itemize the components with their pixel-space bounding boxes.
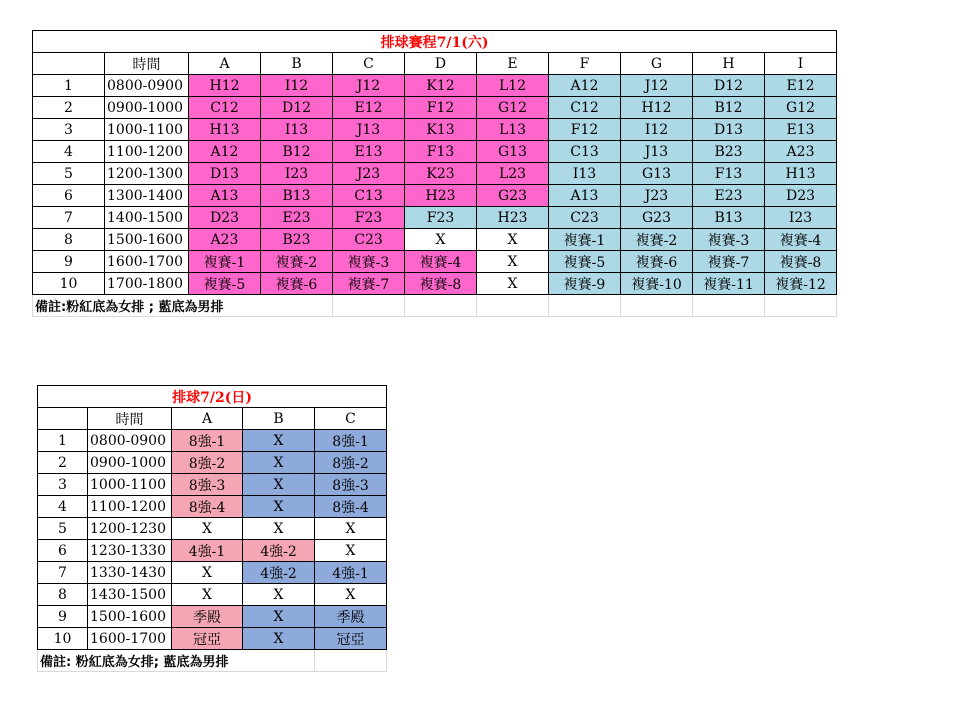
- match-cell[interactable]: C13: [549, 141, 621, 163]
- header-row: [38, 408, 387, 430]
- match-cell[interactable]: I23: [261, 163, 333, 185]
- table-row: [33, 163, 837, 185]
- match-cell[interactable]: X: [243, 496, 315, 518]
- header-cell[interactable]: F: [549, 53, 621, 75]
- match-cell[interactable]: I13: [261, 119, 333, 141]
- header-cell[interactable]: A: [189, 53, 261, 75]
- match-cell[interactable]: F23: [333, 207, 405, 229]
- row-number-cell[interactable]: 3: [33, 119, 105, 141]
- empty-cell[interactable]: [477, 295, 549, 317]
- time-cell[interactable]: 1200-1230: [88, 518, 172, 540]
- header-cell[interactable]: [33, 53, 105, 75]
- legend-note[interactable]: 備註:粉紅底為女排 ; 藍底為男排: [33, 295, 333, 317]
- header-row: [33, 53, 837, 75]
- match-cell[interactable]: I13: [549, 163, 621, 185]
- header-cell[interactable]: 時間: [105, 53, 189, 75]
- table-row: [33, 229, 837, 251]
- match-cell[interactable]: L13: [477, 119, 549, 141]
- match-cell[interactable]: 4強-1: [315, 562, 387, 584]
- match-cell[interactable]: X: [172, 562, 243, 584]
- match-cell[interactable]: D23: [189, 207, 261, 229]
- table-row: [38, 452, 387, 474]
- table-row: [38, 584, 387, 606]
- match-cell[interactable]: B23: [693, 141, 765, 163]
- row-number-cell[interactable]: 10: [38, 628, 88, 650]
- match-cell[interactable]: 8強-3: [315, 474, 387, 496]
- match-cell[interactable]: A12: [189, 141, 261, 163]
- time-cell[interactable]: 1230-1330: [88, 540, 172, 562]
- match-cell[interactable]: D12: [261, 97, 333, 119]
- table-row: [38, 496, 387, 518]
- match-cell[interactable]: X: [315, 518, 387, 540]
- time-cell[interactable]: 1100-1200: [88, 496, 172, 518]
- row-number-cell[interactable]: 5: [33, 163, 105, 185]
- row-number-cell[interactable]: 9: [38, 606, 88, 628]
- header-cell[interactable]: G: [621, 53, 693, 75]
- row-number-cell[interactable]: 2: [38, 452, 88, 474]
- match-cell[interactable]: 複賽-11: [693, 273, 765, 295]
- match-cell[interactable]: G12: [765, 97, 837, 119]
- match-cell[interactable]: 複賽-8: [405, 273, 477, 295]
- table-body: [38, 386, 387, 672]
- match-cell[interactable]: 複賽-10: [621, 273, 693, 295]
- match-cell[interactable]: H13: [189, 119, 261, 141]
- match-cell[interactable]: A23: [765, 141, 837, 163]
- match-cell[interactable]: B12: [693, 97, 765, 119]
- match-cell[interactable]: G23: [621, 207, 693, 229]
- match-cell[interactable]: I12: [621, 119, 693, 141]
- table-row: [33, 97, 837, 119]
- match-cell[interactable]: 複賽-5: [549, 251, 621, 273]
- match-cell[interactable]: X: [243, 474, 315, 496]
- match-cell[interactable]: 4強-2: [243, 562, 315, 584]
- match-cell[interactable]: D13: [189, 163, 261, 185]
- time-cell[interactable]: 1500-1600: [88, 606, 172, 628]
- time-cell[interactable]: 0800-0900: [88, 430, 172, 452]
- table-row: [38, 518, 387, 540]
- match-cell[interactable]: E12: [765, 75, 837, 97]
- match-cell[interactable]: 4強-1: [172, 540, 243, 562]
- table-row: [33, 185, 837, 207]
- note-row: [33, 295, 837, 317]
- match-cell[interactable]: B12: [261, 141, 333, 163]
- row-number-cell[interactable]: 10: [33, 273, 105, 295]
- match-cell[interactable]: I23: [765, 207, 837, 229]
- match-cell[interactable]: C13: [333, 185, 405, 207]
- match-cell[interactable]: J12: [621, 75, 693, 97]
- legend-note[interactable]: 備註: 粉紅底為女排; 藍底為男排: [38, 650, 315, 672]
- match-cell[interactable]: K12: [405, 75, 477, 97]
- match-cell[interactable]: X: [243, 430, 315, 452]
- table-row: [38, 628, 387, 650]
- match-cell[interactable]: 4強-2: [243, 540, 315, 562]
- match-cell[interactable]: B13: [261, 185, 333, 207]
- header-cell[interactable]: E: [477, 53, 549, 75]
- match-cell[interactable]: 8強-2: [315, 452, 387, 474]
- match-cell[interactable]: G23: [477, 185, 549, 207]
- title-row: [33, 31, 837, 53]
- row-number-cell[interactable]: 4: [38, 496, 88, 518]
- row-number-cell[interactable]: 1: [38, 430, 88, 452]
- empty-cell[interactable]: [693, 295, 765, 317]
- time-cell[interactable]: 0800-0900: [105, 75, 189, 97]
- table-title[interactable]: 排球賽程7/1(六): [33, 31, 837, 53]
- header-cell[interactable]: C: [333, 53, 405, 75]
- row-number-cell[interactable]: 7: [33, 207, 105, 229]
- schedule-table-day2: [37, 385, 387, 672]
- match-cell[interactable]: A23: [189, 229, 261, 251]
- header-cell[interactable]: H: [693, 53, 765, 75]
- match-cell[interactable]: J23: [621, 185, 693, 207]
- time-cell[interactable]: 1600-1700: [105, 251, 189, 273]
- match-cell[interactable]: D12: [693, 75, 765, 97]
- match-cell[interactable]: C12: [189, 97, 261, 119]
- note-row: [38, 650, 387, 672]
- match-cell[interactable]: E23: [261, 207, 333, 229]
- header-cell[interactable]: B: [261, 53, 333, 75]
- time-cell[interactable]: 1100-1200: [105, 141, 189, 163]
- match-cell[interactable]: X: [172, 518, 243, 540]
- match-cell[interactable]: K13: [405, 119, 477, 141]
- header-cell[interactable]: [38, 408, 88, 430]
- time-cell[interactable]: 1430-1500: [88, 584, 172, 606]
- match-cell[interactable]: I12: [261, 75, 333, 97]
- match-cell[interactable]: 複賽-5: [189, 273, 261, 295]
- match-cell[interactable]: 複賽-7: [333, 273, 405, 295]
- table-body: [33, 31, 837, 317]
- table-row: [38, 540, 387, 562]
- match-cell[interactable]: 8強-2: [172, 452, 243, 474]
- match-cell[interactable]: X: [243, 606, 315, 628]
- match-cell[interactable]: X: [477, 229, 549, 251]
- match-cell[interactable]: F13: [693, 163, 765, 185]
- match-cell[interactable]: 複賽-9: [549, 273, 621, 295]
- row-number-cell[interactable]: 1: [33, 75, 105, 97]
- match-cell[interactable]: J12: [333, 75, 405, 97]
- match-cell[interactable]: 複賽-4: [405, 251, 477, 273]
- match-cell[interactable]: H12: [189, 75, 261, 97]
- match-cell[interactable]: C23: [333, 229, 405, 251]
- time-cell[interactable]: 1700-1800: [105, 273, 189, 295]
- empty-cell[interactable]: [315, 650, 387, 672]
- match-cell[interactable]: F12: [405, 97, 477, 119]
- match-cell[interactable]: 複賽-8: [765, 251, 837, 273]
- empty-cell[interactable]: [405, 295, 477, 317]
- match-cell[interactable]: 季殿: [315, 606, 387, 628]
- match-cell[interactable]: 複賽-3: [333, 251, 405, 273]
- match-cell[interactable]: F13: [405, 141, 477, 163]
- match-cell[interactable]: L12: [477, 75, 549, 97]
- time-cell[interactable]: 0900-1000: [105, 97, 189, 119]
- time-cell[interactable]: 1600-1700: [88, 628, 172, 650]
- match-cell[interactable]: A12: [549, 75, 621, 97]
- match-cell[interactable]: A13: [549, 185, 621, 207]
- row-number-cell[interactable]: 9: [33, 251, 105, 273]
- match-cell[interactable]: 8強-1: [315, 430, 387, 452]
- match-cell[interactable]: K23: [405, 163, 477, 185]
- match-cell[interactable]: 8強-4: [172, 496, 243, 518]
- row-number-cell[interactable]: 8: [33, 229, 105, 251]
- table-title[interactable]: 排球7/2(日): [38, 386, 387, 408]
- title-row: [38, 386, 387, 408]
- row-number-cell[interactable]: 2: [33, 97, 105, 119]
- match-cell[interactable]: E12: [333, 97, 405, 119]
- header-cell[interactable]: C: [315, 408, 387, 430]
- match-cell[interactable]: D13: [693, 119, 765, 141]
- header-cell[interactable]: D: [405, 53, 477, 75]
- match-cell[interactable]: X: [315, 540, 387, 562]
- match-cell[interactable]: 冠亞: [315, 628, 387, 650]
- row-number-cell[interactable]: 7: [38, 562, 88, 584]
- time-cell[interactable]: 1000-1100: [88, 474, 172, 496]
- match-cell[interactable]: 季殿: [172, 606, 243, 628]
- match-cell[interactable]: C12: [549, 97, 621, 119]
- match-cell[interactable]: J13: [333, 119, 405, 141]
- row-number-cell[interactable]: 8: [38, 584, 88, 606]
- match-cell[interactable]: 複賽-2: [261, 251, 333, 273]
- match-cell[interactable]: 8強-3: [172, 474, 243, 496]
- match-cell[interactable]: E23: [693, 185, 765, 207]
- match-cell[interactable]: H12: [621, 97, 693, 119]
- match-cell[interactable]: 8強-1: [172, 430, 243, 452]
- match-cell[interactable]: H23: [477, 207, 549, 229]
- time-cell[interactable]: 1000-1100: [105, 119, 189, 141]
- empty-cell[interactable]: [549, 295, 621, 317]
- match-cell[interactable]: X: [243, 518, 315, 540]
- table-row: [38, 430, 387, 452]
- match-cell[interactable]: 複賽-4: [765, 229, 837, 251]
- header-cell[interactable]: B: [243, 408, 315, 430]
- match-cell[interactable]: 複賽-2: [621, 229, 693, 251]
- match-cell[interactable]: X: [172, 584, 243, 606]
- match-cell[interactable]: L23: [477, 163, 549, 185]
- match-cell[interactable]: 複賽-6: [621, 251, 693, 273]
- match-cell[interactable]: F23: [405, 207, 477, 229]
- match-cell[interactable]: X: [243, 584, 315, 606]
- table-row: [33, 207, 837, 229]
- time-cell[interactable]: 1400-1500: [105, 207, 189, 229]
- table-row: [33, 119, 837, 141]
- match-cell[interactable]: 複賽-12: [765, 273, 837, 295]
- match-cell[interactable]: 冠亞: [172, 628, 243, 650]
- match-cell[interactable]: D23: [765, 185, 837, 207]
- header-cell[interactable]: A: [172, 408, 243, 430]
- match-cell[interactable]: G13: [621, 163, 693, 185]
- table-row: [38, 474, 387, 496]
- match-cell[interactable]: B13: [693, 207, 765, 229]
- match-cell[interactable]: X: [477, 251, 549, 273]
- match-cell[interactable]: X: [405, 229, 477, 251]
- match-cell[interactable]: E13: [333, 141, 405, 163]
- table-row: [33, 273, 837, 295]
- table-row: [33, 141, 837, 163]
- match-cell[interactable]: 複賽-6: [261, 273, 333, 295]
- match-cell[interactable]: 複賽-7: [693, 251, 765, 273]
- match-cell[interactable]: H13: [765, 163, 837, 185]
- table-row: [38, 562, 387, 584]
- header-cell[interactable]: 時間: [88, 408, 172, 430]
- time-cell[interactable]: 0900-1000: [88, 452, 172, 474]
- schedule-table-day1: [32, 30, 837, 317]
- row-number-cell[interactable]: 3: [38, 474, 88, 496]
- match-cell[interactable]: F12: [549, 119, 621, 141]
- row-number-cell[interactable]: 6: [33, 185, 105, 207]
- match-cell[interactable]: X: [243, 452, 315, 474]
- match-cell[interactable]: X: [477, 273, 549, 295]
- match-cell[interactable]: E13: [765, 119, 837, 141]
- match-cell[interactable]: J13: [621, 141, 693, 163]
- header-cell[interactable]: I: [765, 53, 837, 75]
- time-cell[interactable]: 1330-1430: [88, 562, 172, 584]
- match-cell[interactable]: 複賽-3: [693, 229, 765, 251]
- match-cell[interactable]: X: [315, 584, 387, 606]
- table-row: [38, 606, 387, 628]
- match-cell[interactable]: 複賽-1: [189, 251, 261, 273]
- match-cell[interactable]: B23: [261, 229, 333, 251]
- table-row: [33, 251, 837, 273]
- row-number-cell[interactable]: 6: [38, 540, 88, 562]
- match-cell[interactable]: J23: [333, 163, 405, 185]
- match-cell[interactable]: 8強-4: [315, 496, 387, 518]
- match-cell[interactable]: X: [243, 628, 315, 650]
- empty-cell[interactable]: [765, 295, 837, 317]
- match-cell[interactable]: C23: [549, 207, 621, 229]
- time-cell[interactable]: 1500-1600: [105, 229, 189, 251]
- time-cell[interactable]: 1200-1300: [105, 163, 189, 185]
- time-cell[interactable]: 1300-1400: [105, 185, 189, 207]
- empty-cell[interactable]: [621, 295, 693, 317]
- match-cell[interactable]: G13: [477, 141, 549, 163]
- empty-cell[interactable]: [333, 295, 405, 317]
- match-cell[interactable]: A13: [189, 185, 261, 207]
- row-number-cell[interactable]: 4: [33, 141, 105, 163]
- match-cell[interactable]: H23: [405, 185, 477, 207]
- match-cell[interactable]: 複賽-1: [549, 229, 621, 251]
- match-cell[interactable]: G12: [477, 97, 549, 119]
- table-row: [33, 75, 837, 97]
- row-number-cell[interactable]: 5: [38, 518, 88, 540]
